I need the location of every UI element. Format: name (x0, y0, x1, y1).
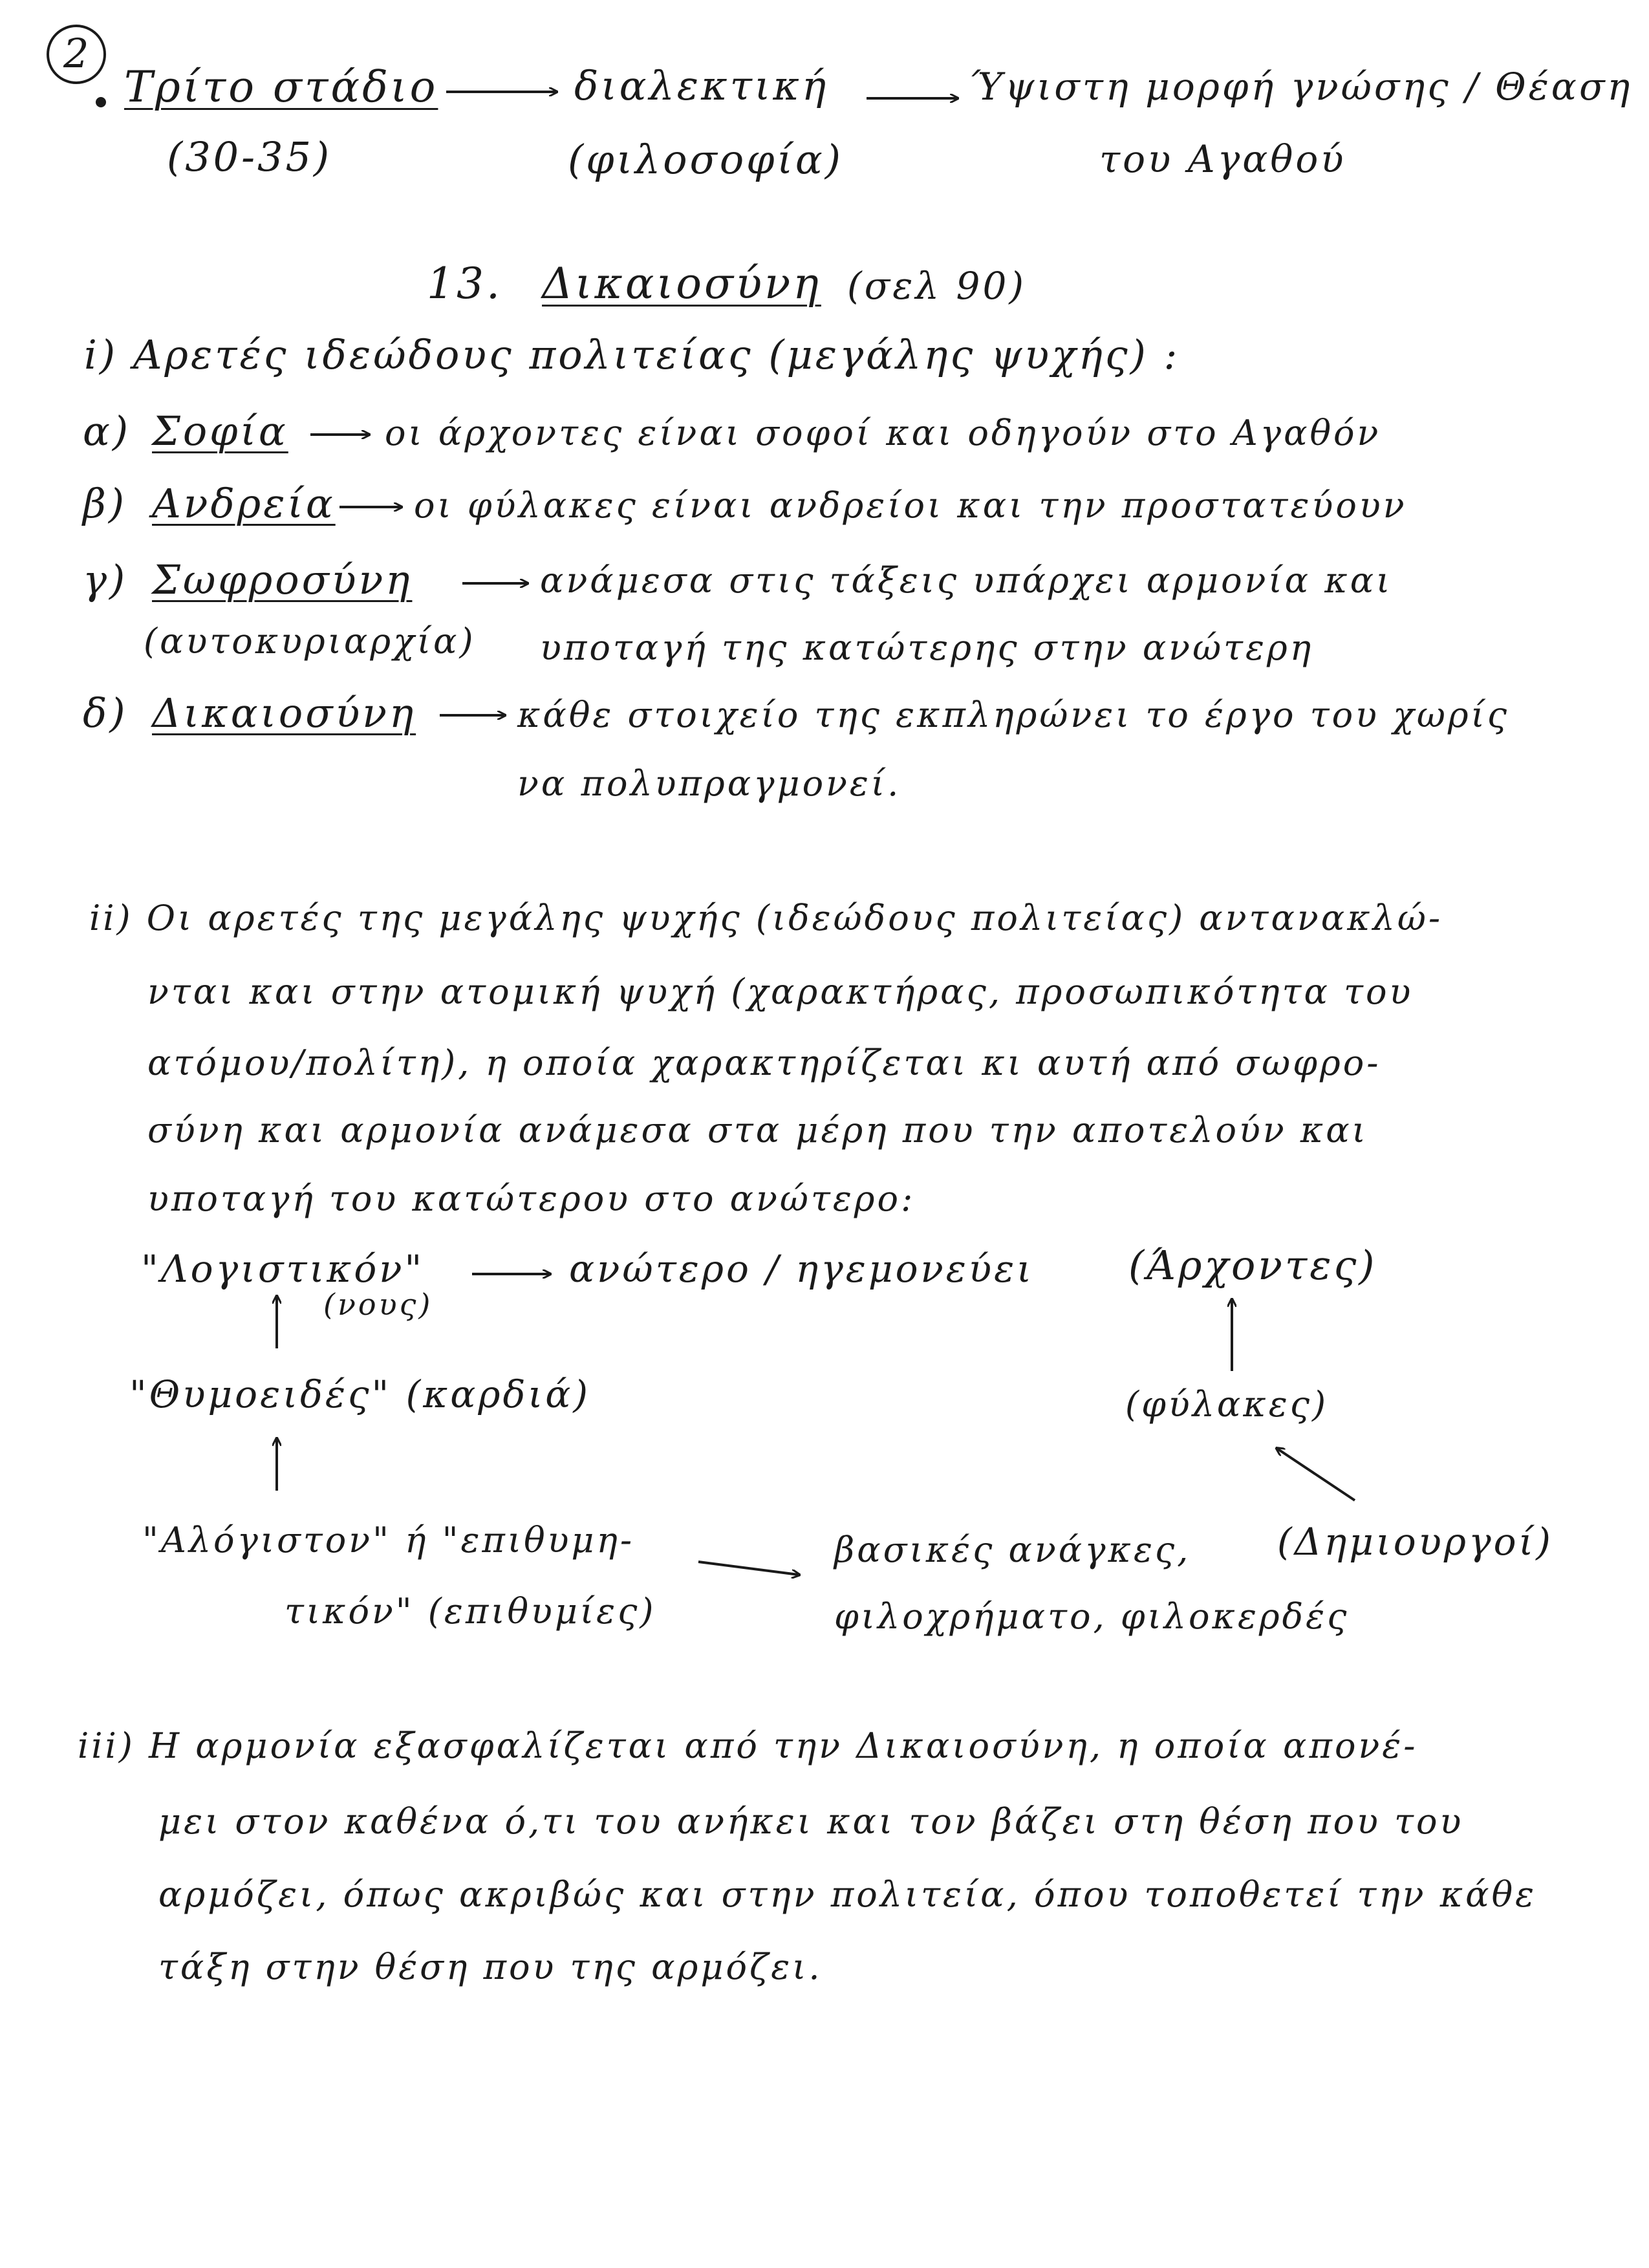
virtue-marker: γ) (83, 556, 128, 603)
diagram-dimiourgoi: (Δημιουργοί) (1277, 1520, 1553, 1564)
virtue-name-andreia: Ανδρεία (152, 480, 336, 527)
virtue-name-sofia: Σοφία (152, 407, 288, 455)
virtue-desc2-dikaiosyni: να πολυπραγμονεί. (517, 763, 901, 804)
virtue-desc-sofrosyni: ανάμεσα στις τάξεις υπάρχει αρμονία και (540, 560, 1393, 601)
part-iii-line: τάξη στην θέση που της αρμόζει. (158, 1947, 823, 1987)
diagram-thymoeides: "Θυμοειδές" (καρδιά) (129, 1372, 590, 1416)
virtue-name-sofrosyni: Σωφροσύνη (152, 556, 413, 603)
virtue-marker: β) (83, 480, 127, 527)
stage-dialectic: διαλεκτική (574, 62, 829, 109)
part-ii-line: νται και στην ατομική ψυχή (χαρακτήρας, προσωπικότητα του (147, 971, 1414, 1012)
page-number: 2 (63, 30, 92, 77)
diagram-needs-line2: φιλοχρήματο, φιλοκερδές (834, 1596, 1350, 1637)
stage-ages: (30-35) (167, 133, 332, 180)
diagram-needs-line1: βασικές ανάγκες, (834, 1529, 1191, 1570)
arrow-dimiourgoi-to-fylakes (1277, 1449, 1355, 1500)
diagram-alogiston-line2: τικόν" (επιθυμίες) (285, 1591, 656, 1632)
stage-philosophy: (φιλοσοφία) (568, 136, 843, 183)
stage-label: Τρίτο στάδιο (124, 62, 438, 112)
virtue-desc-andreia: οι φύλακες είναι ανδρείοι και την προστατεύουν (414, 485, 1407, 526)
part-iii-line: αρμόζει, όπως ακριβώς και στην πολιτεία, όπου τοποθετεί την κάθε (158, 1874, 1537, 1915)
virtue-desc2-sofrosyni: υποταγή της κατώτερης στην ανώτερη (540, 627, 1314, 668)
diagram-nous: (νους) (323, 1287, 433, 1322)
stage-outcome-line2: του Αγαθού (1099, 137, 1346, 181)
part-ii-line: σύνη και αρμονία ανάμεσα στα μέρη που την αποτελούν και (147, 1110, 1368, 1150)
virtue-desc-dikaiosyni: κάθε στοιχείο της εκπληρώνει το έργο του χωρίς (517, 695, 1510, 735)
arrow-alogiston-to-needs (698, 1562, 799, 1575)
diagram-logistikon-desc: ανώτερο / ηγεμονεύει (569, 1247, 1035, 1291)
section-number: 13. (427, 259, 502, 308)
diagram-fylakes: (φύλακες) (1125, 1384, 1329, 1425)
part-i-heading: i) Αρετές ιδεώδους πολιτείας (μεγάλης ψυχής) : (84, 331, 1180, 378)
part-iii-line: μει στον καθένα ό,τι του ανήκει και τον βάζει στη θέση που του (158, 1801, 1464, 1842)
part-ii-line: ατόμου/πολίτη), η οποία χαρακτηρίζεται κι αυτή από σωφρο- (147, 1042, 1381, 1083)
virtue-note-sofrosyni: (αυτοκυριαρχία) (144, 621, 476, 662)
diagram-alogiston-line1: "Αλόγιστον" ή "επιθυμη- (142, 1520, 635, 1561)
part-iii-line: iii) Η αρμονία εξασφαλίζεται από την Δικαιοσύνη, η οποία απονέ- (78, 1725, 1418, 1766)
section-page-ref: (σελ 90) (847, 264, 1026, 308)
diagram-archontes: (Άρχοντες) (1128, 1242, 1377, 1289)
stage-outcome-line1: Ύψιστη μορφή γνώσης / Θέαση (969, 65, 1633, 109)
virtue-marker: α) (83, 407, 131, 455)
virtue-marker: δ) (83, 689, 128, 737)
part-ii-line: ii) Οι αρετές της μεγάλης ψυχής (ιδεώδους πολιτείας) αντανακλώ- (89, 898, 1443, 938)
virtue-desc-sofia: οι άρχοντες είναι σοφοί και οδηγούν στο Αγαθόν (385, 413, 1381, 453)
section-title: Δικαιοσύνη (542, 259, 821, 308)
part-ii-line: υποταγή του κατώτερου στο ανώτερο: (147, 1178, 916, 1219)
diagram-logistikon: "Λογιστικόν" (141, 1247, 425, 1291)
virtue-name-dikaiosyni: Δικαιοσύνη (152, 689, 416, 737)
bullet-dot (96, 97, 106, 107)
